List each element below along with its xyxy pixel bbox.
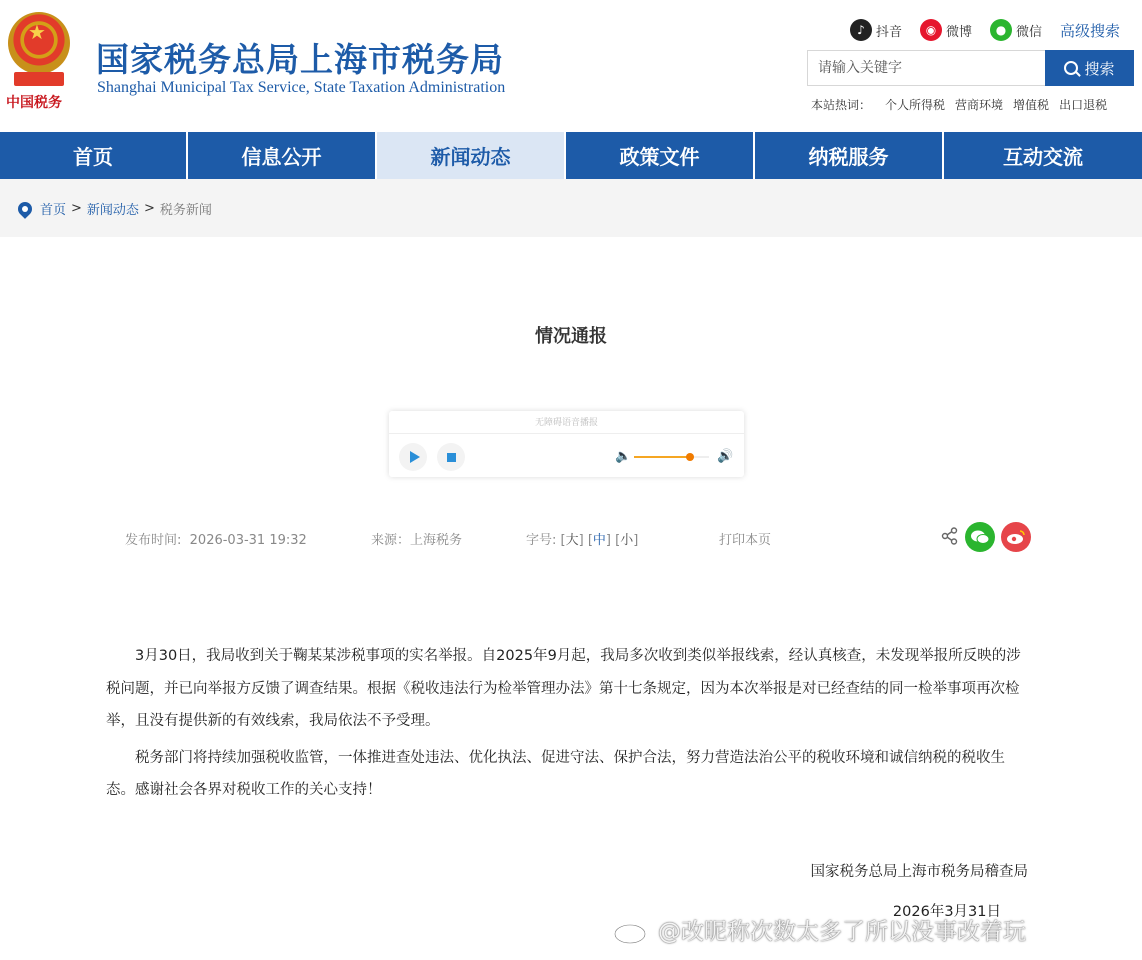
volume-slider[interactable] [634, 456, 709, 458]
site-subtitle: Shanghai Municipal Tax Service, State Taxation Administration [97, 79, 506, 96]
breadcrumb [18, 199, 212, 218]
play-button[interactable] [399, 443, 427, 471]
breadcrumb-separator: > [143, 201, 155, 216]
brand-seal: 中国税务 [6, 95, 62, 111]
weibo-icon: ◉ [920, 19, 942, 41]
volume-knob[interactable] [686, 453, 694, 461]
search-icon [1064, 61, 1078, 75]
nav-item-news[interactable]: 新闻动态 [377, 132, 566, 179]
hot-word-link[interactable]: 出口退税 [1059, 98, 1108, 112]
share-weibo-icon[interactable] [1001, 522, 1031, 552]
weibo-watermark: @改昵称次数太多了所以没事改着玩 [612, 913, 1026, 946]
breadcrumb-separator: > [71, 201, 82, 216]
social-link-weixin[interactable]: ● 微信 [990, 18, 1042, 42]
social-link-weibo[interactable]: ◉ 微博 [920, 18, 972, 42]
article-paragraph: 3月30日，我局收到关于鞠某某涉税事项的实名举报。自2025年9月起，我局多次收到类似举报线索，经认真核查，未发现举报所反映的涉税问题，并已向举报方反馈了调查结果。根据《税收违法行为检举管理办法》第十七条规定，因为本次举报是对已经查结的同一检举事项再次检举，且没有提供新的有效线索，我局依法不予受理。 [106, 648, 1021, 729]
stop-button[interactable] [437, 443, 465, 471]
font-size-large[interactable]: 大 [565, 533, 579, 548]
location-pin-icon [15, 199, 35, 219]
article-title: 情况通报 [535, 326, 607, 347]
hot-word-link[interactable]: 增值税 [1013, 98, 1050, 112]
article-source: 来源：上海税务 [371, 533, 463, 548]
search-button[interactable]: 搜索 [1045, 50, 1134, 86]
site-header [0, 0, 1142, 132]
volume-low-icon: 🔈 [615, 449, 632, 464]
breadcrumb-home[interactable]: 首页 [40, 203, 67, 218]
article-paragraph: 税务部门将持续加强税收监管，一体推进查处违法、优化执法、促进守法、保护合法，努力营造法治公平的税收环境和诚信纳税的税收生态。感谢社会各界对税收工作的关心支持！ [106, 749, 1005, 798]
volume-high-icon: 🔊 [717, 449, 734, 464]
advanced-search-link[interactable]: 高级搜索 [1060, 22, 1121, 40]
tax-emblem-logo[interactable]: ★ [4, 12, 76, 92]
audio-player [389, 411, 744, 477]
search-input[interactable] [807, 50, 1045, 86]
nav-item-tax-service[interactable]: 纳税服务 [755, 132, 944, 179]
share-icon[interactable] [941, 527, 959, 545]
social-link-douyin[interactable]: ♪ 抖音 [850, 18, 902, 42]
player-caption: 无障碍语音播报 [534, 418, 598, 428]
nav-item-info-disclosure[interactable]: 信息公开 [188, 132, 377, 179]
font-size-controls: 字号: [大] [中] [小] [526, 533, 639, 548]
weixin-icon: ● [990, 19, 1012, 41]
article-meta [0, 522, 1142, 552]
signature-organization: 国家税务总局上海市税务局稽查局 [810, 864, 1028, 880]
share-wechat-icon[interactable] [965, 522, 995, 552]
hot-word-link[interactable]: 个人所得税 [885, 98, 946, 112]
nav-item-home[interactable]: 首页 [0, 132, 188, 179]
site-title[interactable]: 国家税务总局上海市税务局 [96, 40, 504, 79]
hot-words [811, 96, 1117, 113]
nav-item-policy[interactable]: 政策文件 [566, 132, 755, 179]
publish-time: 发布时间: 2026-03-31 19:32 [125, 533, 307, 548]
article-body [106, 640, 1031, 811]
breadcrumb-news[interactable]: 新闻动态 [86, 203, 139, 218]
douyin-icon: ♪ [850, 19, 872, 41]
signature-date: 2026年3月31日 [892, 904, 1001, 920]
print-page-link[interactable]: 打印本页 [719, 533, 772, 548]
hot-word-link[interactable]: 营商环境 [955, 98, 1004, 112]
font-size-small[interactable]: 小 [620, 533, 634, 548]
breadcrumb-current: 税务新闻 [159, 203, 212, 218]
nav-item-interaction[interactable]: 互动交流 [1003, 145, 1083, 169]
font-size-medium[interactable]: 中 [592, 533, 606, 548]
breadcrumb-bar [0, 179, 1142, 237]
hot-words-label: 本站热词： [811, 98, 872, 112]
weibo-logo-icon [612, 915, 654, 945]
main-nav [0, 132, 1142, 179]
